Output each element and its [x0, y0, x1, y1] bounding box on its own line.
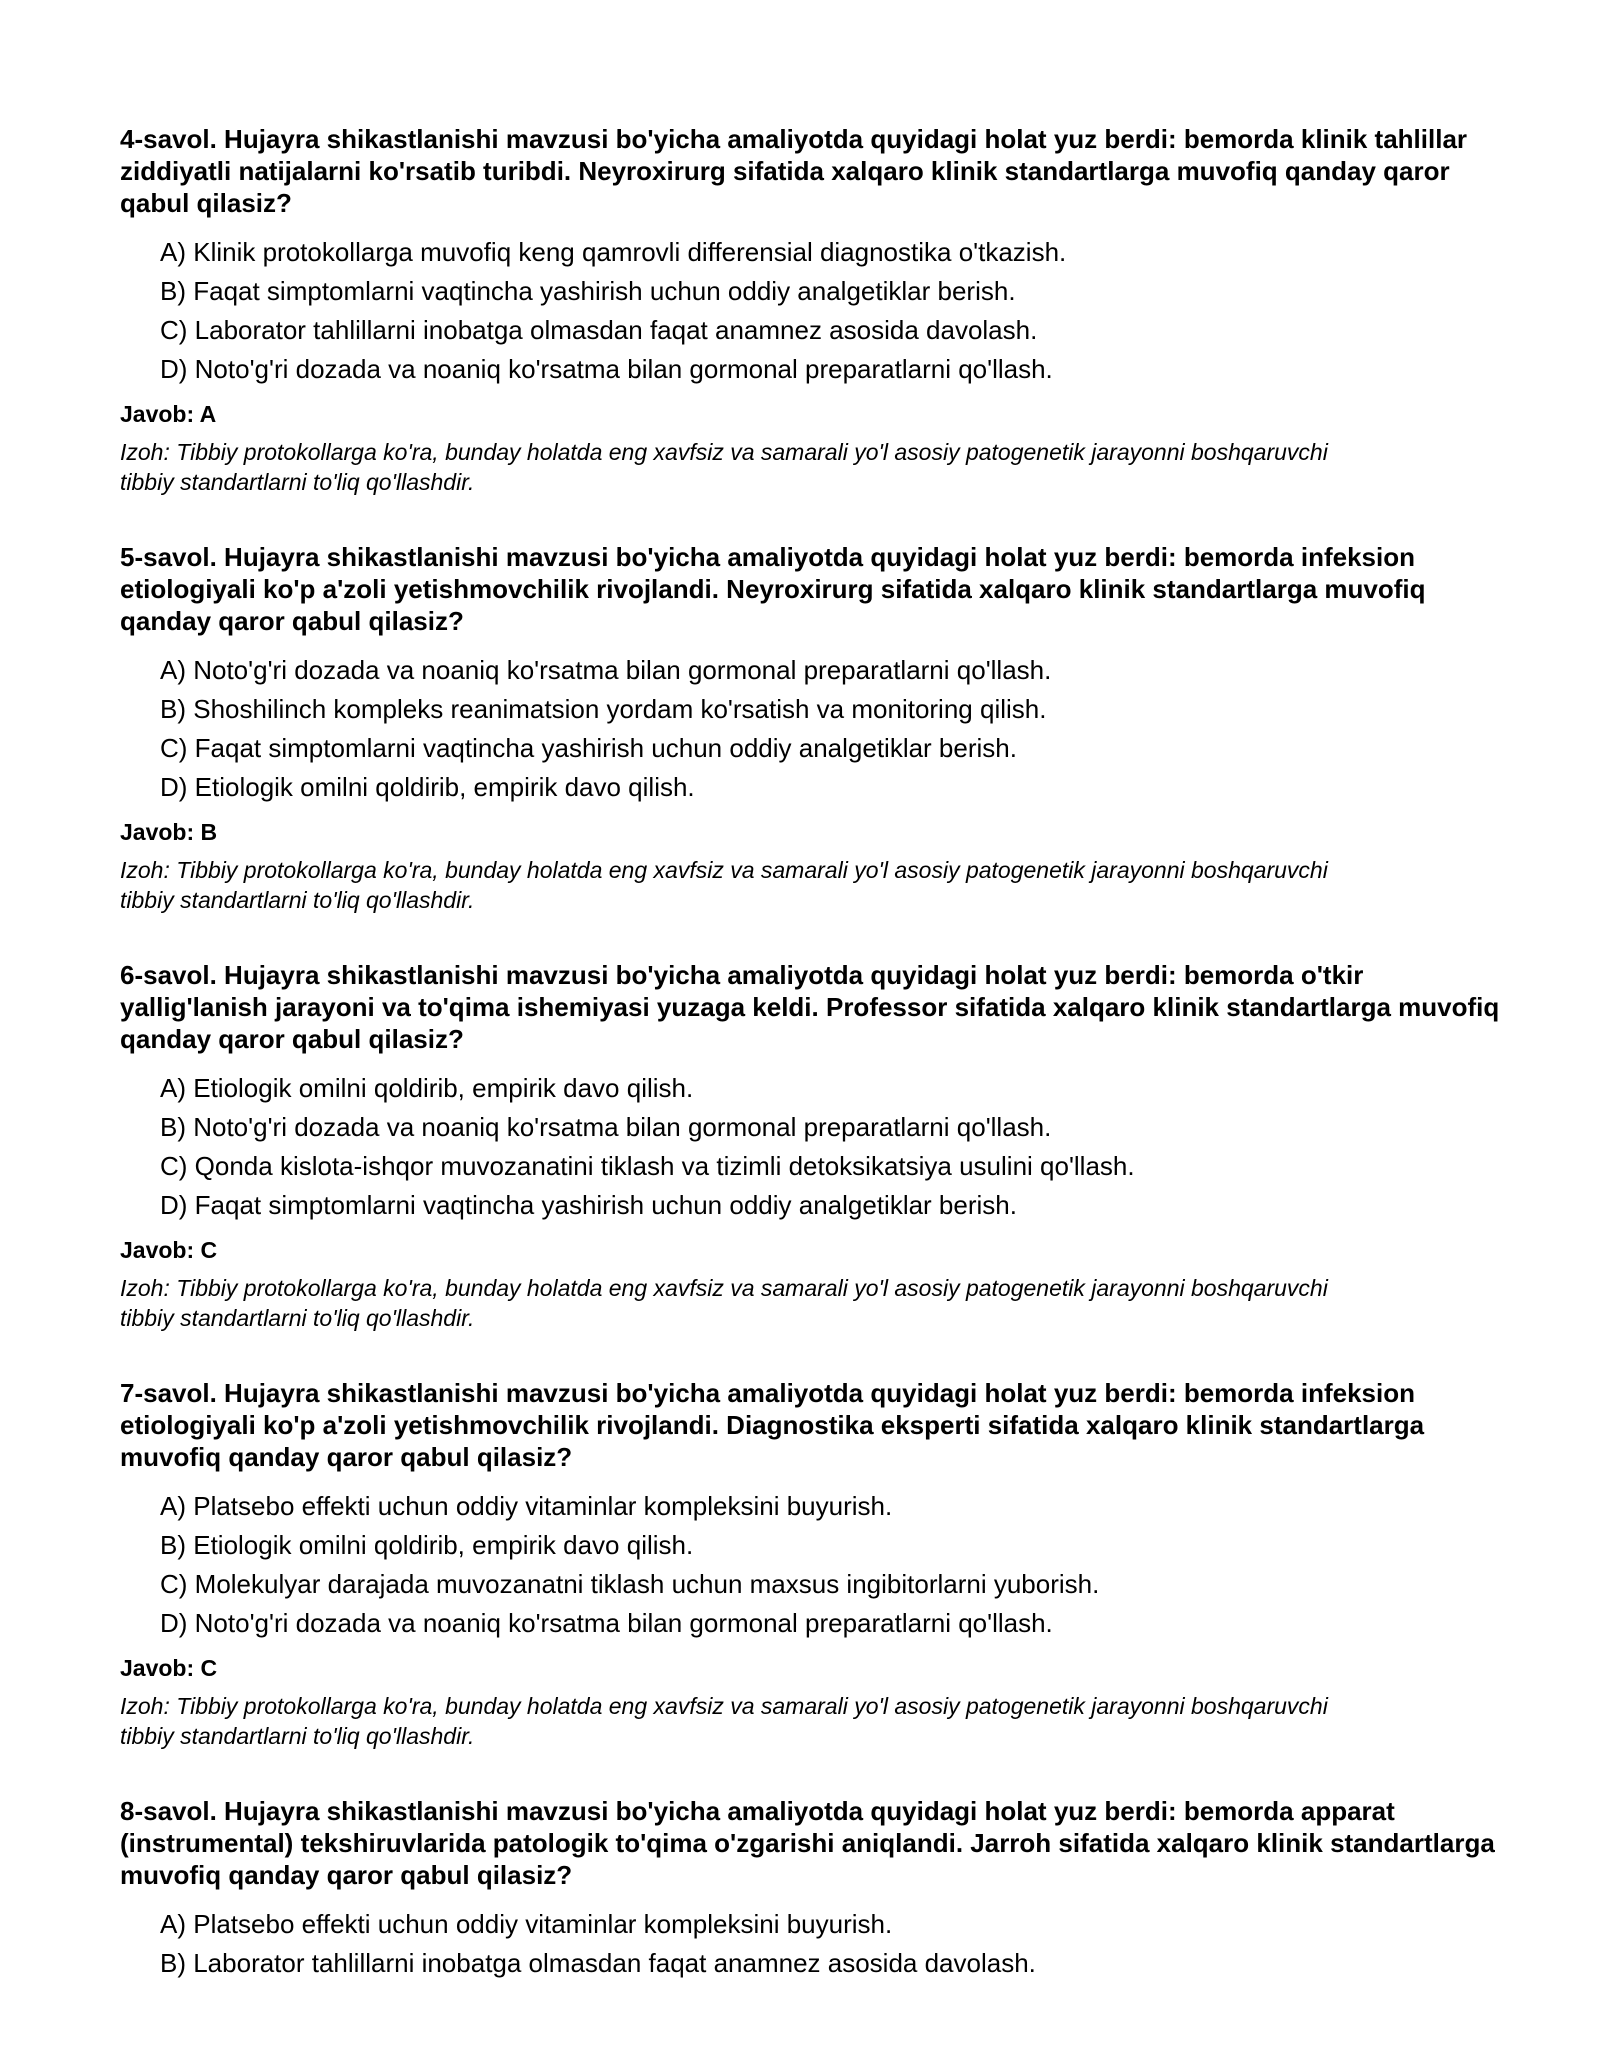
option-c: C) Molekulyar darajada muvozanatni tiklash uchun maxsus ingibitorlarni yuborish. — [160, 1569, 1100, 1599]
option-d: D) Etiologik omilni qoldirib, empirik davo qilish. — [160, 772, 695, 802]
option-d: D) Noto'g'ri dozada va noaniq ko'rsatma bilan gormonal preparatlarni qo'llash. — [160, 354, 1053, 384]
question-title: 5-savol. Hujayra shikastlanishi mavzusi bo'yicha amaliyotda quyidagi holat yuz berdi: bemorda infeksion etiologiyali ko'p a'zoli yetishmovchilik rivojlandi. Neyroxirurg sifatida xalqaro klinik standartlarga muvofiq qanday qaror qabul qilasiz? — [120, 542, 1426, 636]
explanation-note: Izoh: Tibbiy protokollarga ko'ra, bunday holatda eng xavfsiz va samarali yo'l asosiy patogenetik jarayonni boshqaruvchi tibbiy standartlarni to'liq qo'llashdir. — [120, 857, 1328, 913]
option-a: A) Noto'g'ri dozada va noaniq ko'rsatma bilan gormonal preparatlarni qo'llash. — [160, 655, 1052, 685]
option-d: D) Faqat simptomlarni vaqtincha yashirish uchun oddiy analgetiklar berish. — [160, 1190, 1017, 1220]
option-a: A) Platsebo effekti uchun oddiy vitaminlar kompleksini buyurish. — [160, 1491, 893, 1521]
explanation-note: Izoh: Tibbiy protokollarga ko'ra, bunday holatda eng xavfsiz va samarali yo'l asosiy patogenetik jarayonni boshqaruvchi tibbiy standartlarni to'liq qo'llashdir. — [120, 1693, 1328, 1749]
option-d: D) Noto'g'ri dozada va noaniq ko'rsatma bilan gormonal preparatlarni qo'llash. — [160, 1608, 1053, 1638]
options-list — [120, 651, 1500, 807]
option-a: A) Platsebo effekti uchun oddiy vitaminlar kompleksini buyurish. — [160, 1909, 893, 1939]
question-6 — [120, 959, 1500, 1333]
option-c: C) Qonda kislota-ishqor muvozanatini tiklash va tizimli detoksikatsiya usulini qo'llash. — [160, 1151, 1135, 1181]
question-7 — [120, 1377, 1500, 1751]
answer-label: Javob: B — [120, 819, 218, 845]
option-b: B) Laborator tahlillarni inobatga olmasdan faqat anamnez asosida davolash. — [160, 1948, 1036, 1978]
options-list — [120, 1905, 1500, 1983]
document-page — [120, 123, 1500, 2027]
answer-label: Javob: C — [120, 1655, 218, 1681]
question-title: 7-savol. Hujayra shikastlanishi mavzusi bo'yicha amaliyotda quyidagi holat yuz berdi: bemorda infeksion etiologiyali ko'p a'zoli yetishmovchilik rivojlandi. Diagnostika eksperti sifatida xalqaro klinik standartlarga muvofiq qanday qaror qabul qilasiz? — [120, 1378, 1425, 1472]
question-title: 6-savol. Hujayra shikastlanishi mavzusi bo'yicha amaliyotda quyidagi holat yuz berdi: bemorda o'tkir yallig'lanish jarayoni va to'qima ishemiyasi yuzaga keldi. Professor sifatida xalqaro klinik standartlarga muvofiq qanday qaror qabul qilasiz? — [120, 960, 1500, 1054]
question-title: 4-savol. Hujayra shikastlanishi mavzusi bo'yicha amaliyotda quyidagi holat yuz berdi: bemorda klinik tahlillar ziddiyatli natijalarni ko'rsatib turibdi. Neyroxirurg sifatida xalqaro klinik standartlarga muvofiq qanday qaror qabul qilasiz? — [120, 124, 1468, 218]
explanation-note: Izoh: Tibbiy protokollarga ko'ra, bunday holatda eng xavfsiz va samarali yo'l asosiy patogenetik jarayonni boshqaruvchi tibbiy standartlarni to'liq qo'llashdir. — [120, 439, 1328, 495]
option-c: C) Laborator tahlillarni inobatga olmasdan faqat anamnez asosida davolash. — [160, 315, 1038, 345]
option-b: B) Etiologik omilni qoldirib, empirik davo qilish. — [160, 1530, 694, 1560]
question-5 — [120, 541, 1500, 915]
question-8 — [120, 1795, 1500, 1983]
option-b: B) Faqat simptomlarni vaqtincha yashirish uchun oddiy analgetiklar berish. — [160, 276, 1016, 306]
explanation-note: Izoh: Tibbiy protokollarga ko'ra, bunday holatda eng xavfsiz va samarali yo'l asosiy patogenetik jarayonni boshqaruvchi tibbiy standartlarni to'liq qo'llashdir. — [120, 1275, 1328, 1331]
question-title: 8-savol. Hujayra shikastlanishi mavzusi bo'yicha amaliyotda quyidagi holat yuz berdi: bemorda apparat (instrumental) tekshiruvlarida patologik to'qima o'zgarishi aniqlandi. Jarroh sifatida xalqaro klinik standartlarga muvofiq qanday qaror qabul qilasiz? — [120, 1796, 1495, 1890]
answer-label: Javob: A — [120, 401, 217, 427]
options-list — [120, 1487, 1500, 1643]
option-a: A) Klinik protokollarga muvofiq keng qamrovli differensial diagnostika o'tkazish. — [160, 237, 1067, 267]
question-4 — [120, 123, 1500, 497]
answer-label: Javob: C — [120, 1237, 218, 1263]
option-a: A) Etiologik omilni qoldirib, empirik davo qilish. — [160, 1073, 694, 1103]
option-b: B) Shoshilinch kompleks reanimatsion yordam ko'rsatish va monitoring qilish. — [160, 694, 1047, 724]
options-list — [120, 1069, 1500, 1225]
options-list — [120, 233, 1500, 389]
option-c: C) Faqat simptomlarni vaqtincha yashirish uchun oddiy analgetiklar berish. — [160, 733, 1017, 763]
option-b: B) Noto'g'ri dozada va noaniq ko'rsatma bilan gormonal preparatlarni qo'llash. — [160, 1112, 1052, 1142]
